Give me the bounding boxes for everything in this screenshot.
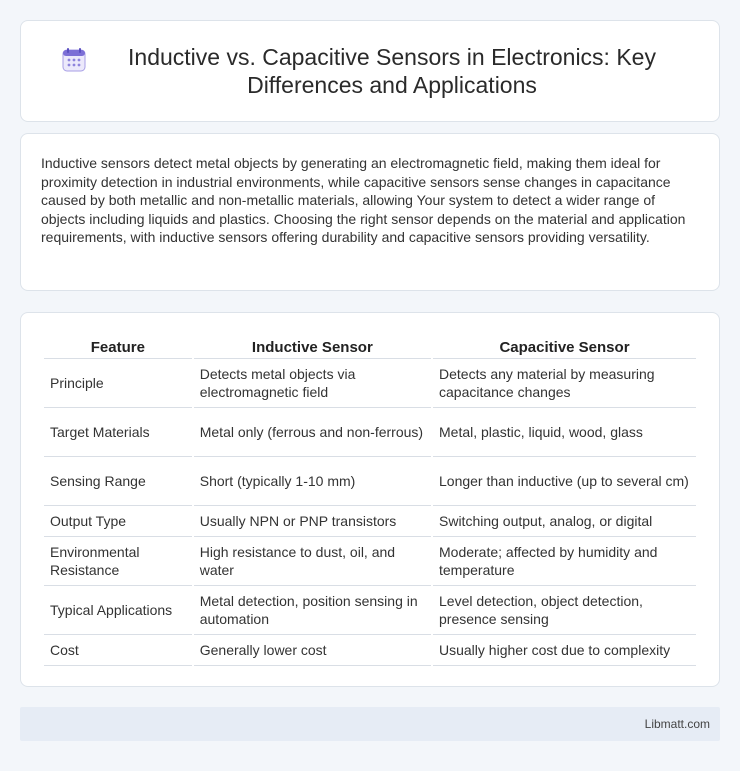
cell-feature: Sensing Range bbox=[44, 457, 192, 506]
table-row bbox=[44, 635, 696, 666]
cell-capacitive: Switching output, analog, or digital bbox=[433, 506, 696, 537]
title-card bbox=[20, 20, 720, 122]
cell-feature: Principle bbox=[44, 359, 192, 408]
comparison-card bbox=[20, 312, 720, 687]
cell-inductive: Generally lower cost bbox=[194, 635, 431, 666]
table-row bbox=[44, 537, 696, 586]
cell-feature: Cost bbox=[44, 635, 192, 666]
cell-feature: Typical Applications bbox=[44, 586, 192, 635]
cell-inductive: Detects metal objects via electromagnetic field bbox=[194, 359, 431, 408]
cell-inductive: Short (typically 1-10 mm) bbox=[194, 457, 431, 506]
intro-card bbox=[20, 133, 720, 291]
table-row bbox=[44, 359, 696, 408]
comparison-table bbox=[42, 333, 698, 666]
cell-capacitive: Moderate; affected by humidity and temperature bbox=[433, 537, 696, 586]
cell-inductive: High resistance to dust, oil, and water bbox=[194, 537, 431, 586]
table-row bbox=[44, 457, 696, 506]
cell-capacitive: Metal, plastic, liquid, wood, glass bbox=[433, 408, 696, 457]
cell-inductive: Metal only (ferrous and non-ferrous) bbox=[194, 408, 431, 457]
cell-inductive: Usually NPN or PNP transistors bbox=[194, 506, 431, 537]
page-title: Inductive vs. Capacitive Sensors in Electronics: Key Differences and Applications bbox=[128, 44, 656, 98]
header-feature: Feature bbox=[44, 333, 192, 359]
footer bbox=[20, 707, 720, 741]
calendar-icon bbox=[61, 47, 87, 73]
footer-brand-link[interactable]: Libmatt.com bbox=[644, 717, 710, 731]
table-row bbox=[44, 506, 696, 537]
table-row bbox=[44, 586, 696, 635]
cell-capacitive: Longer than inductive (up to several cm) bbox=[433, 457, 696, 506]
header-capacitive: Capacitive Sensor bbox=[433, 333, 696, 359]
cell-capacitive: Usually higher cost due to complexity bbox=[433, 635, 696, 666]
cell-feature: Environmental Resistance bbox=[44, 537, 192, 586]
table-header-row bbox=[44, 333, 696, 359]
table-row bbox=[44, 408, 696, 457]
intro-paragraph: Inductive sensors detect metal objects by generating an electromagnetic field, making them ideal for proximity detection in industrial environments, while capacitive sensors sense changes in capacitance caused by both metallic and non-metallic materials, allowing Your system to detect a wider range of objects including liquids and plastics. Choosing the right sensor depends on the material and application requirements, with inductive sensors offering durability and capacitive sensors providing versatility. bbox=[41, 155, 686, 245]
cell-feature: Target Materials bbox=[44, 408, 192, 457]
title-wrap bbox=[21, 43, 719, 99]
header-inductive: Inductive Sensor bbox=[194, 333, 431, 359]
cell-capacitive: Level detection, object detection, presence sensing bbox=[433, 586, 696, 635]
cell-capacitive: Detects any material by measuring capacitance changes bbox=[433, 359, 696, 408]
cell-inductive: Metal detection, position sensing in automation bbox=[194, 586, 431, 635]
cell-feature: Output Type bbox=[44, 506, 192, 537]
